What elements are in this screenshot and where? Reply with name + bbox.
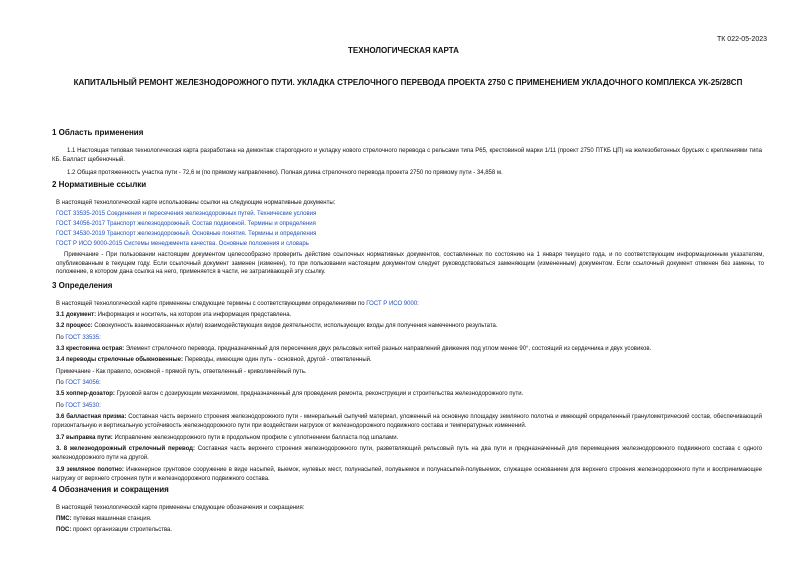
section-1-paragraph-1: 1.1 Настоящая типовая технологическая карта разработана на демонтаж старогодного и укладку нового стрелочного перевода с рельсами типа Р65, крестовиной марки 1/11 (проект 2750 ПТКБ ЦП) на железобетонных брусьях с креплениями типа КБ. Балласт щебеночный. (52, 148, 762, 163)
section-2-intro: В настоящей технологической карте использованы ссылки на следующие нормативные документы: (56, 200, 336, 206)
definition-3-1: 3.1 документ: Информация и носитель, на котором эта информация представлена. (56, 312, 292, 318)
definition-3-9: 3.9 земляное полотно: Инженерное грунтовое сооружение в виде насыпей, выемок, нулевых мест, полунасыпей, полувыемок и полунасыпей-полувыемок, служащее основанием для верхнего строения железнодорожного пути и воспринимающее нагрузку от верхнего строения пути и железнодорожного подвижного состава. (52, 467, 762, 482)
definition-3-8: 3. 8 железнодорожный стрелочный перевод: Составная часть верхнего строения железнодорожного пути, разветвляющий рельсовый путь на два пути и предназначенный для перемещения железнодорожного подвижного состава с одного железнодорожного пути на другой. (52, 446, 762, 461)
source-ref-gost-33535: По ГОСТ 33535: (56, 335, 101, 341)
section-4-heading: 4 Обозначения и сокращения (52, 485, 169, 494)
reference-link-gost-34530[interactable]: ГОСТ 34530-2019 Транспорт железнодорожный. Основные понятия. Термины и определения (56, 231, 317, 237)
section-4-intro: В настоящей технологической карте применены следующие обозначения и сокращения: (56, 505, 305, 511)
abbreviation-pms: ПМС: путевая машинная станция. (56, 516, 152, 522)
section-3-intro: В настоящей технологической карте применены следующие термины с соответствующими определениями по ГОСТ Р ИСО 9000: (56, 301, 419, 307)
definition-3-6: 3.6 балластная призма: Составная часть верхнего строения железнодорожного пути - минеральный сыпучий материал, уложенный на основную площадку земляного полотна и имеющий определенный гранулометрический состав, обеспечивающий горизонтальную и вертикальную устойчивость железнодорожного пути при воздействии нагрузок от железнодорожного подвижного состава и температурных изменений. (52, 414, 763, 429)
section-1-heading: 1 Область применения (52, 128, 144, 137)
definition-3-4: 3.4 переводы стрелочные обыкновенные: Переводы, имеющие один путь - основной, другой - ответвленный. (56, 357, 372, 363)
definition-3-2: 3.2 процесс: Совокупность взаимосвязанных и(или) взаимодействующих видов деятельности, использующих входы для получения намеченного результата. (56, 323, 498, 329)
document-code: ТК 022-05-2023 (717, 36, 767, 43)
definition-3-5: 3.5 хоппер-дозатор: Грузовой вагон с дозирующим механизмом, предназначенный для проведения ремонта, реконструкции и строительства железнодорожного пути. (56, 391, 524, 397)
link-gost-34530[interactable]: ГОСТ 34530 (65, 403, 100, 409)
link-gost-34056[interactable]: ГОСТ 34056 (65, 380, 100, 386)
source-ref-gost-34530: По ГОСТ 34530: (56, 403, 101, 409)
abbreviation-pos: ПОС: проект организации строительства. (56, 527, 173, 533)
definition-3-7: 3.7 выправка пути: Исправление железнодорожного пути в продольном профиле с уплотнением балласта под шпалами. (56, 435, 399, 441)
definition-3-4-note: Примечание - Как правило, основной - прямой путь, ответвленный - криволинейный путь. (56, 369, 307, 375)
definition-3-3: 3.3 крестовина острая: Элемент стрелочного перевода, предназначенный для пересечения двух рельсовых нитей разных направлений движения под углом менее 90°, состоящий из сердечника и двух усовиков. (56, 346, 652, 352)
reference-link-gost-r-iso-9000[interactable]: ГОСТ Р ИСО 9000-2015 Системы менеджмента качества. Основные положения и словарь (56, 241, 309, 247)
source-ref-gost-34056: По ГОСТ 34056: (56, 380, 101, 386)
section-3-heading: 3 Определения (52, 281, 113, 290)
link-gost-33535[interactable]: ГОСТ 33535 (65, 335, 100, 341)
reference-link-gost-33535[interactable]: ГОСТ 33535-2015 Соединения и пересечения железнодорожных путей. Технические условия (56, 211, 317, 217)
reference-link-gost-34056[interactable]: ГОСТ 34056-2017 Транспорт железнодорожный. Состав подвижной. Термины и определения (56, 221, 316, 227)
link-gost-r-iso-9000[interactable]: ГОСТ Р ИСО 9000 (366, 301, 418, 307)
section-2-heading: 2 Нормативные ссылки (52, 180, 147, 189)
section-2-note: Примечание - При пользовании настоящим документом целесообразно проверить действие ссылочных нормативных документов, составленных по состоянию на 1 января текущего года, и по соответствующим информационным указателям, опубликованным в текущем году. Если ссылочный документ заменен (изменен), то при пользовании настоящим документом следует руководствоваться заменяющим (измененным) документом. Если ссылочный документ отменен без замены, то положение, в котором дана ссылка на него, применяется в части, не затрагивающей эту ссылку. (56, 252, 764, 275)
document-title: ТЕХНОЛОГИЧЕСКАЯ КАРТА (348, 46, 459, 55)
document-subtitle: КАПИТАЛЬНЫЙ РЕМОНТ ЖЕЛЕЗНОДОРОЖНОГО ПУТИ. УКЛАДКА СТРЕЛОЧНОГО ПЕРЕВОДА ПРОЕКТА 2750 С ПРИМЕНЕНИЕМ УКЛАДОЧНОГО КОМПЛЕКСА УК-25/28СП (73, 78, 743, 87)
section-1-paragraph-2: 1.2 Общая протяженность участка пути - 72,6 м (по прямому направлению). Полная длина стрелочного перевода проекта 2750 по прямому пути - 34,858 м. (67, 170, 503, 176)
